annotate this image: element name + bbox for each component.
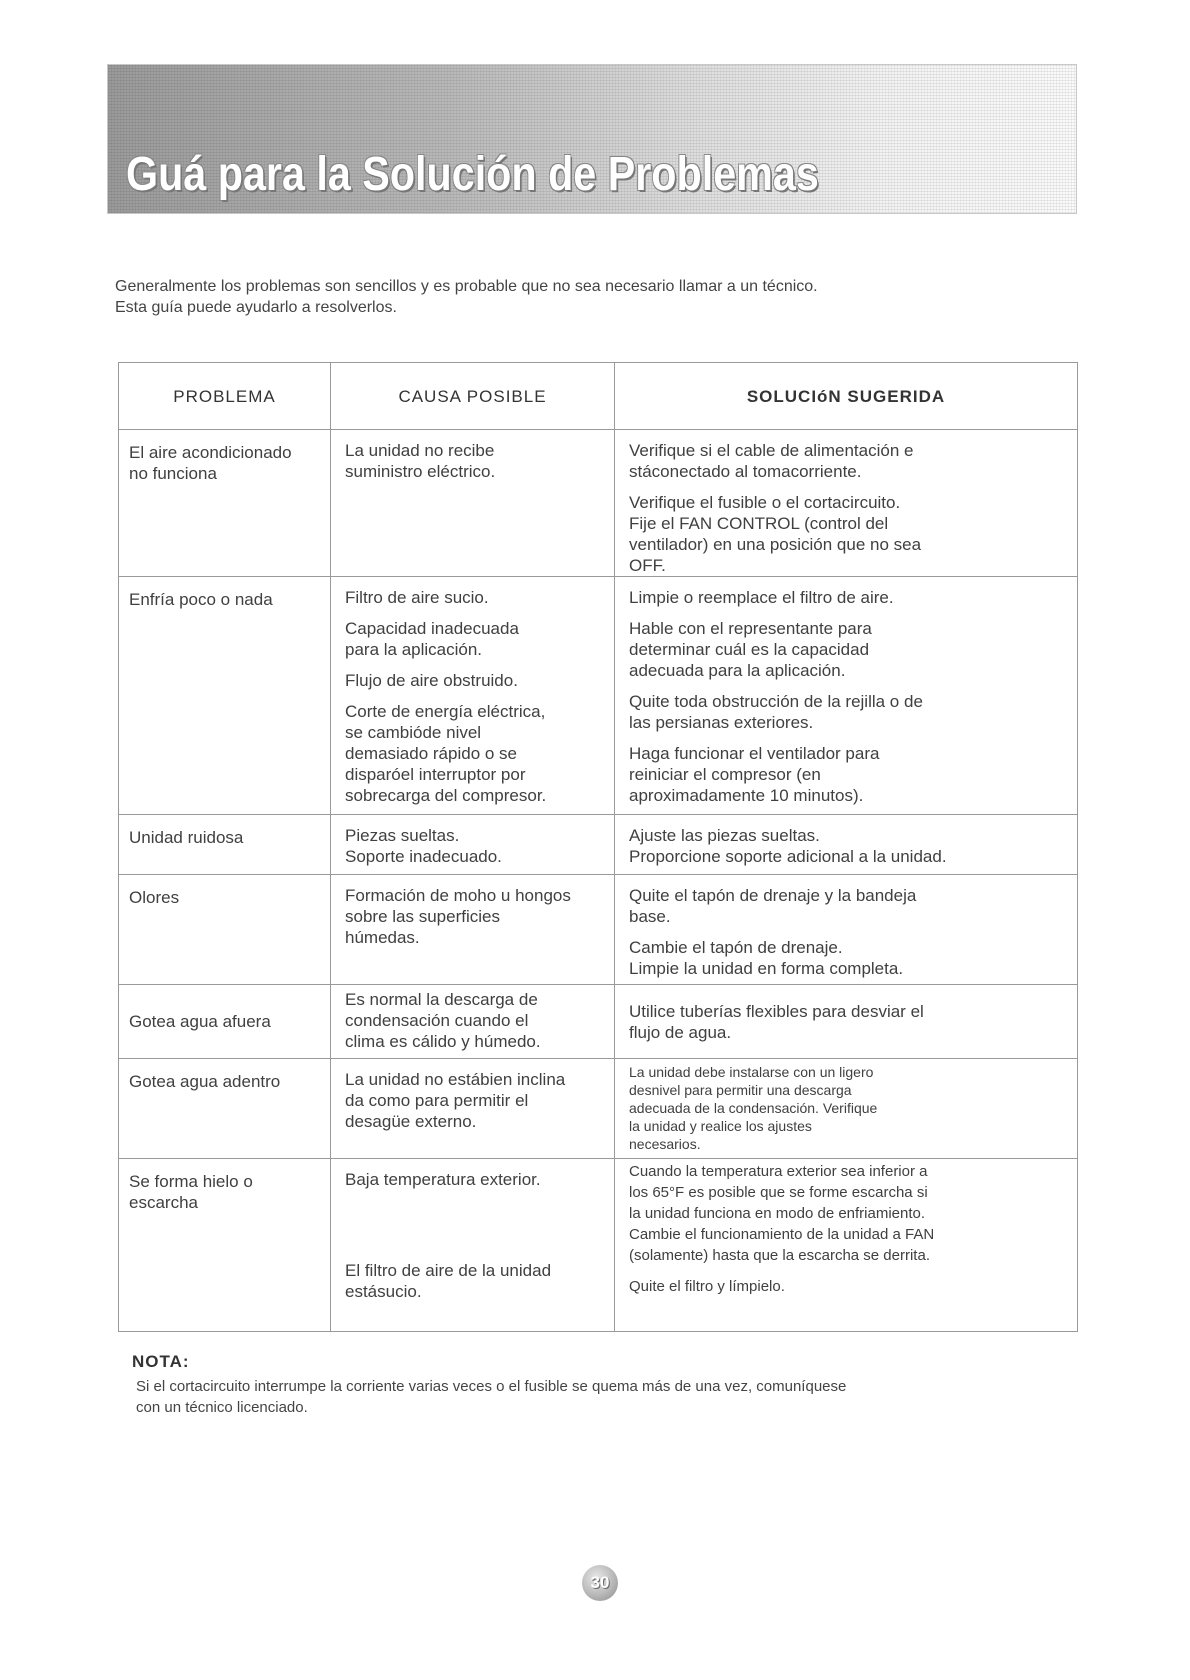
cause-cell xyxy=(331,430,615,577)
solution-cell xyxy=(615,815,1078,875)
solution-line: la unidad y realice los ajustes xyxy=(629,1118,812,1134)
cause-line: Formación de moho u hongos xyxy=(345,886,571,905)
cause-line: húmedas. xyxy=(345,928,420,947)
solution-line: determinar cuál es la capacidad xyxy=(629,640,870,659)
solution-line: Quite toda obstrucción de la rejilla o de xyxy=(629,692,923,711)
solution-cell xyxy=(615,1159,1078,1332)
cause-line: condensación cuando el xyxy=(345,1011,529,1030)
solution-line: Cuando la temperatura exterior sea inferior a xyxy=(629,1163,928,1180)
cause-line: Soporte inadecuado. xyxy=(345,847,502,866)
solution-line: Hable con el representante para xyxy=(629,619,872,638)
troubleshooting-table xyxy=(118,362,1078,1332)
solution-line: Proporcione soporte adicional a la unidad. xyxy=(629,847,947,866)
solution-line: necesarios. xyxy=(629,1136,701,1152)
solution-line: base. xyxy=(629,907,671,926)
problem-cell xyxy=(119,430,331,577)
solution-line: Limpie o reemplace el filtro de aire. xyxy=(629,588,894,607)
cause-cell xyxy=(331,985,615,1059)
note-line: Si el cortacircuito interrumpe la corriente varias veces o el fusible se quema más de una vez, comuníquese xyxy=(136,1378,847,1395)
title-banner xyxy=(107,64,1077,214)
solution-line: Ajuste las piezas sueltas. xyxy=(629,826,820,845)
solution-cell xyxy=(615,577,1078,815)
cause-line: desagüe externo. xyxy=(345,1112,477,1131)
solution-line: adecuada de la condensación. Verifique xyxy=(629,1100,878,1116)
solution-line: flujo de agua. xyxy=(629,1022,732,1042)
problem-line: Gotea agua afuera xyxy=(129,1012,271,1031)
solution-line: Cambie el funcionamiento de la unidad a FAN xyxy=(629,1226,935,1243)
cause-line: Piezas sueltas. xyxy=(345,826,460,845)
solution-line: aproximadamente 10 minutos). xyxy=(629,786,864,805)
problem-cell xyxy=(119,985,331,1059)
cause-line: demasiado rápido o se xyxy=(345,744,518,763)
cause-line: para la aplicación. xyxy=(345,640,483,659)
solution-line: Cambie el tapón de drenaje. xyxy=(629,938,843,957)
solution-line: Haga funcionar el ventilador para xyxy=(629,744,880,763)
solution-line: Quite el tapón de drenaje y la bandeja xyxy=(629,886,917,905)
table-row xyxy=(119,1059,1078,1159)
solution-line: Limpie la unidad en forma completa. xyxy=(629,959,904,978)
table-row xyxy=(119,1159,1078,1332)
problem-cell xyxy=(119,577,331,815)
table-row xyxy=(119,875,1078,985)
cause-line: da como para permitir el xyxy=(345,1091,529,1110)
header-cause: CAUSA POSIBLE xyxy=(331,363,615,430)
solution-line: la unidad funciona en modo de enfriamiento. xyxy=(629,1205,926,1222)
cause-line: Corte de energía eléctrica, xyxy=(345,702,546,721)
solution-cell xyxy=(615,430,1078,577)
solution-line: las persianas exteriores. xyxy=(629,713,814,732)
problem-cell xyxy=(119,875,331,985)
cause-line: La unidad no estábien inclina xyxy=(345,1070,566,1089)
solution-line: (solamente) hasta que la escarcha se derrita. xyxy=(629,1247,930,1264)
solution-line: desnivel para permitir una descarga xyxy=(629,1082,852,1098)
problem-line: Olores xyxy=(129,888,180,907)
solution-line: reiniciar el compresor (en xyxy=(629,765,821,784)
cause-line: Flujo de aire obstruido. xyxy=(345,671,518,690)
cause-cell xyxy=(331,1159,615,1332)
cause-cell xyxy=(331,815,615,875)
page-number: 30 xyxy=(582,1565,618,1601)
intro-line: Esta guía puede ayudarlo a resolverlos. xyxy=(115,299,397,316)
solution-line: los 65°F es posible que se forme escarcha si xyxy=(629,1184,928,1201)
note-section xyxy=(132,1352,1082,1418)
problem-cell xyxy=(119,1059,331,1159)
solution-line: OFF. xyxy=(629,556,666,575)
note-text xyxy=(136,1376,1082,1418)
problem-line: escarcha xyxy=(129,1193,198,1212)
page-title: Guá para la Solución de Problemas xyxy=(126,148,819,201)
cause-line: suministro eléctrico. xyxy=(345,462,496,481)
solution-line: stáconectado al tomacorriente. xyxy=(629,462,862,481)
header-problem: PROBLEMA xyxy=(119,363,331,430)
problem-line: no funciona xyxy=(129,464,217,483)
solution-line: Quite el filtro y límpielo. xyxy=(629,1278,785,1295)
cause-cell xyxy=(331,875,615,985)
solution-cell xyxy=(615,1059,1078,1159)
cause-line: Capacidad inadecuada xyxy=(345,619,519,638)
cause-cell xyxy=(331,577,615,815)
table-row xyxy=(119,577,1078,815)
cause-line: Baja temperatura exterior. xyxy=(345,1170,541,1189)
solution-cell xyxy=(615,875,1078,985)
cause-cell xyxy=(331,1059,615,1159)
solution-line: Verifique si el cable de alimentación e xyxy=(629,441,914,460)
problem-line: El aire acondicionado xyxy=(129,443,292,462)
cause-line: sobre las superficies xyxy=(345,907,500,926)
cause-line: sobrecarga del compresor. xyxy=(345,786,547,805)
table-header-row xyxy=(119,363,1078,430)
solution-line: La unidad debe instalarse con un ligero xyxy=(629,1064,874,1080)
solution-line: Utilice tuberías flexibles para desviar el xyxy=(629,1001,924,1021)
problem-line: Unidad ruidosa xyxy=(129,828,244,847)
cause-line: clima es cálido y húmedo. xyxy=(345,1032,541,1051)
header-solution: SOLUCIóN SUGERIDA xyxy=(615,363,1078,430)
cause-line: El filtro de aire de la unidad xyxy=(345,1261,552,1280)
cause-line: disparóel interruptor por xyxy=(345,765,526,784)
note-title: NOTA: xyxy=(132,1352,190,1371)
problem-line: Gotea agua adentro xyxy=(129,1072,281,1091)
intro-text xyxy=(115,276,1075,318)
table-row xyxy=(119,985,1078,1059)
cause-line: estásucio. xyxy=(345,1282,422,1301)
cause-line: se cambióde nivel xyxy=(345,723,482,742)
solution-cell xyxy=(615,985,1078,1059)
solution-line: Verifique el fusible o el cortacircuito. xyxy=(629,493,901,512)
problem-line: Enfría poco o nada xyxy=(129,590,273,609)
cause-line: Es normal la descarga de xyxy=(345,990,538,1009)
solution-line: adecuada para la aplicación. xyxy=(629,661,846,680)
solution-line: ventilador) en una posición que no sea xyxy=(629,535,922,554)
note-line: con un técnico licenciado. xyxy=(136,1399,308,1416)
problem-cell xyxy=(119,815,331,875)
table-row xyxy=(119,430,1078,577)
cause-line: Filtro de aire sucio. xyxy=(345,588,489,607)
problem-line: Se forma hielo o xyxy=(129,1172,253,1191)
cause-line: La unidad no recibe xyxy=(345,441,495,460)
solution-line: Fije el FAN CONTROL (control del xyxy=(629,514,889,533)
problem-cell xyxy=(119,1159,331,1332)
intro-line: Generalmente los problemas son sencillos y es probable que no sea necesario llamar a un técnico. xyxy=(115,278,818,295)
table-row xyxy=(119,815,1078,875)
